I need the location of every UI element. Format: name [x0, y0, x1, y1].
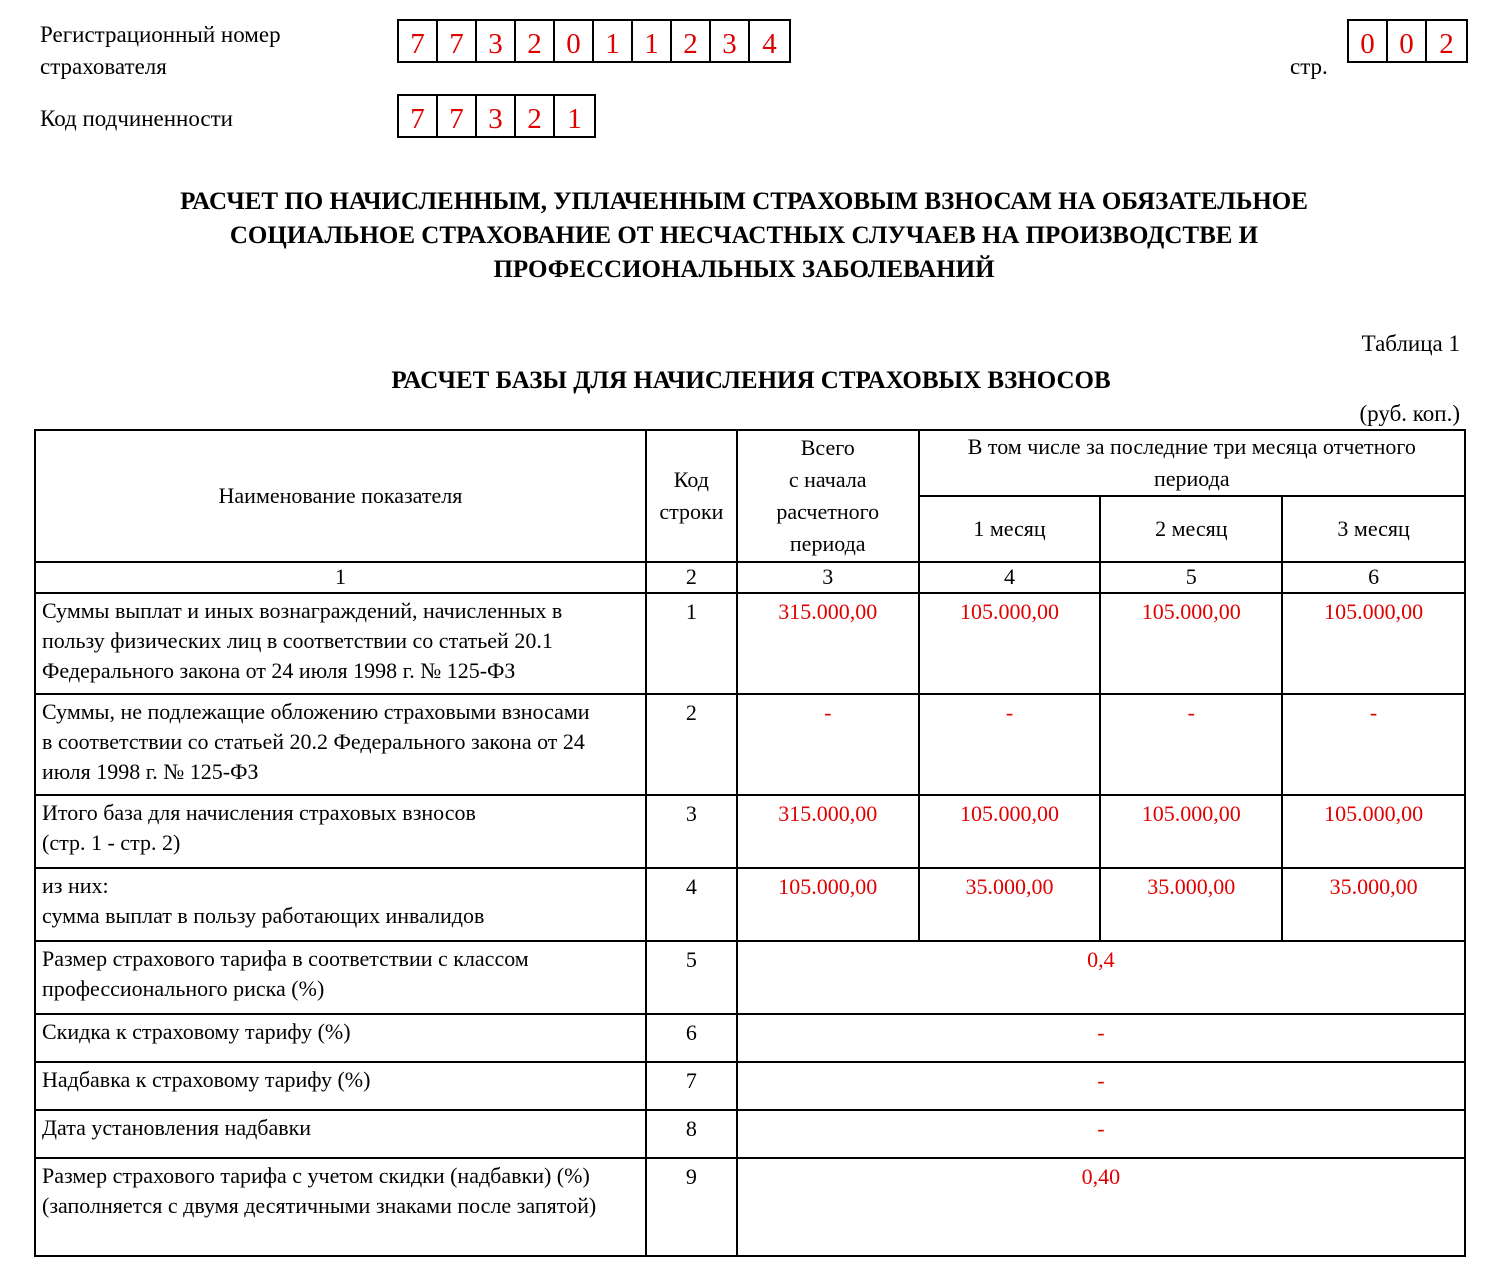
table-row	[35, 694, 1465, 795]
row-name	[35, 1014, 646, 1062]
sub-code-cells[interactable]	[397, 94, 596, 138]
column-number: 6	[1282, 562, 1465, 593]
row-code: 8	[646, 1110, 737, 1158]
row-name-line: Суммы, не подлежащие обложению страховыми взносами	[42, 699, 590, 724]
reg-digit: 0	[555, 21, 594, 61]
header-month1: 1 месяц	[919, 496, 1101, 562]
page-label: стр.	[1290, 54, 1328, 79]
table-row	[35, 593, 1465, 694]
row-name	[35, 694, 646, 795]
document-title-line2: СОЦИАЛЬНОЕ СТРАХОВАНИЕ ОТ НЕСЧАСТНЫХ СЛУЧАЕВ НА ПРОИЗВОДСТВЕ И	[229, 222, 1259, 249]
table-row	[35, 1110, 1465, 1158]
row-name-line: из них:	[42, 873, 109, 898]
row-value-total[interactable]: 315.000,00	[737, 795, 919, 868]
row-value-month3[interactable]: 105.000,00	[1282, 593, 1465, 694]
row-name-line: июля 1998 г. № 125-ФЗ	[42, 759, 259, 784]
row-name	[35, 1062, 646, 1110]
row-value-month2[interactable]: 35.000,00	[1100, 868, 1282, 941]
header-row	[35, 430, 1465, 496]
row-value-month3[interactable]: -	[1282, 694, 1465, 795]
reg-digit: 2	[516, 21, 555, 61]
row-name	[35, 868, 646, 941]
row-value-month1[interactable]: -	[919, 694, 1101, 795]
page-number-cells[interactable]	[1347, 19, 1468, 63]
row-name-line: Итого база для начисления страховых взносов	[42, 800, 476, 825]
row-name	[35, 1158, 646, 1256]
column-number: 5	[1100, 562, 1282, 593]
header-months-group: В том числе за последние три месяца отчетного периода	[919, 430, 1465, 496]
table-row	[35, 941, 1465, 1014]
row-value-month2[interactable]: -	[1100, 694, 1282, 795]
document-title-line1: РАСЧЕТ ПО НАЧИСЛЕННЫМ, УПЛАЧЕННЫМ СТРАХОВЫМ ВЗНОСАМ НА ОБЯЗАТЕЛЬНОЕ	[180, 188, 1308, 215]
reg-digit: 7	[438, 21, 477, 61]
column-number: 3	[737, 562, 919, 593]
header-total-line2: с начала	[788, 467, 867, 492]
header-code	[646, 430, 737, 562]
row-code: 7	[646, 1062, 737, 1110]
row-name-line: Суммы выплат и иных вознаграждений, начисленных в	[42, 598, 563, 623]
table-row	[35, 1158, 1465, 1256]
header-total-line3: расчетного	[776, 499, 880, 524]
page-digit: 2	[1439, 28, 1454, 60]
page-digit: 0	[1388, 21, 1427, 61]
row-value-total[interactable]: 105.000,00	[737, 868, 919, 941]
column-number: 1	[35, 562, 646, 593]
sub-digit: 7	[438, 96, 477, 136]
row-name	[35, 1110, 646, 1158]
sub-digit: 2	[516, 96, 555, 136]
row-value-month3[interactable]: 35.000,00	[1282, 868, 1465, 941]
header-total-line1: Всего	[800, 435, 855, 460]
row-value-total[interactable]: -	[737, 694, 919, 795]
reg-number-label	[40, 19, 281, 83]
reg-label-line2: страхователя	[40, 54, 167, 79]
row-name-line: Надбавка к страховому тарифу (%)	[42, 1067, 371, 1092]
base-calc-table	[34, 429, 1466, 1257]
reg-digit: 4	[762, 28, 777, 60]
column-numbers-row	[35, 562, 1465, 593]
header-month3: 3 месяц	[1282, 496, 1465, 562]
row-name-line: пользу физических лиц в соответствии со статьей 20.1	[42, 628, 553, 653]
row-code: 2	[646, 694, 737, 795]
table-row	[35, 1014, 1465, 1062]
table-row	[35, 795, 1465, 868]
sub-digit: 1	[567, 103, 582, 135]
page-digit: 0	[1349, 21, 1388, 61]
reg-digit: 3	[477, 21, 516, 61]
table-row	[35, 868, 1465, 941]
row-name	[35, 593, 646, 694]
header-total-line4: периода	[789, 531, 866, 556]
reg-label-line1: Регистрационный номер	[40, 22, 281, 47]
row-name-line: Скидка к страховому тарифу (%)	[42, 1019, 351, 1044]
reg-digit: 3	[711, 21, 750, 61]
row-value-merged[interactable]: -	[737, 1110, 1465, 1158]
row-value-month3[interactable]: 105.000,00	[1282, 795, 1465, 868]
row-name-line: (стр. 1 - стр. 2)	[42, 830, 181, 855]
row-name-line: Федерального закона от 24 июля 1998 г. № 125-ФЗ	[42, 658, 516, 683]
header-total	[737, 430, 919, 562]
row-name-line: сумма выплат в пользу работающих инвалидов	[42, 903, 485, 928]
row-name-line: Размер страхового тарифа в соответствии с классом	[42, 946, 529, 971]
units-label: (руб. коп.)	[1359, 401, 1460, 426]
header-code-line2: строки	[659, 499, 724, 524]
row-name-line: Размер страхового тарифа с учетом скидки (надбавки) (%)	[42, 1163, 590, 1188]
row-code: 5	[646, 941, 737, 1014]
row-value-month1[interactable]: 35.000,00	[919, 868, 1101, 941]
header-month2: 2 месяц	[1100, 496, 1282, 562]
row-name-line: в соответствии со статьей 20.2 Федерального закона от 24	[42, 729, 585, 754]
table-row	[35, 1062, 1465, 1110]
row-name	[35, 941, 646, 1014]
table-label: Таблица 1	[1361, 331, 1460, 356]
row-code: 4	[646, 868, 737, 941]
row-value-month2[interactable]: 105.000,00	[1100, 795, 1282, 868]
row-code: 6	[646, 1014, 737, 1062]
row-code: 9	[646, 1158, 737, 1256]
row-value-merged[interactable]: 0,40	[737, 1158, 1465, 1256]
header-name: Наименование показателя	[35, 430, 646, 562]
row-name-line: Дата установления надбавки	[42, 1115, 312, 1140]
row-code: 3	[646, 795, 737, 868]
sub-code-label: Код подчиненности	[40, 106, 233, 131]
sub-digit: 3	[477, 96, 516, 136]
row-name-line: (заполняется с двумя десятичными знаками после запятой)	[42, 1193, 597, 1218]
row-value-merged[interactable]: 0,4	[737, 941, 1465, 1014]
sub-digit: 7	[399, 96, 438, 136]
row-value-month2[interactable]: 105.000,00	[1100, 593, 1282, 694]
row-value-month1[interactable]: 105.000,00	[919, 593, 1101, 694]
row-value-merged[interactable]: -	[737, 1062, 1465, 1110]
column-number: 4	[919, 562, 1101, 593]
row-value-month1[interactable]: 105.000,00	[919, 795, 1101, 868]
reg-digit: 2	[672, 21, 711, 61]
reg-digit: 1	[594, 21, 633, 61]
row-code: 1	[646, 593, 737, 694]
row-value-total[interactable]: 315.000,00	[737, 593, 919, 694]
row-name	[35, 795, 646, 868]
reg-number-cells[interactable]	[397, 19, 791, 63]
table-subtitle: РАСЧЕТ БАЗЫ ДЛЯ НАЧИСЛЕНИЯ СТРАХОВЫХ ВЗНОСОВ	[391, 367, 1111, 394]
column-number: 2	[646, 562, 737, 593]
row-name-line: профессионального риска (%)	[42, 976, 325, 1001]
row-value-merged[interactable]: -	[737, 1014, 1465, 1062]
reg-digit: 1	[633, 21, 672, 61]
header-code-line1: Код	[673, 467, 709, 492]
reg-digit: 7	[399, 21, 438, 61]
document-title-line3: ПРОФЕССИОНАЛЬНЫХ ЗАБОЛЕВАНИЙ	[493, 256, 995, 283]
